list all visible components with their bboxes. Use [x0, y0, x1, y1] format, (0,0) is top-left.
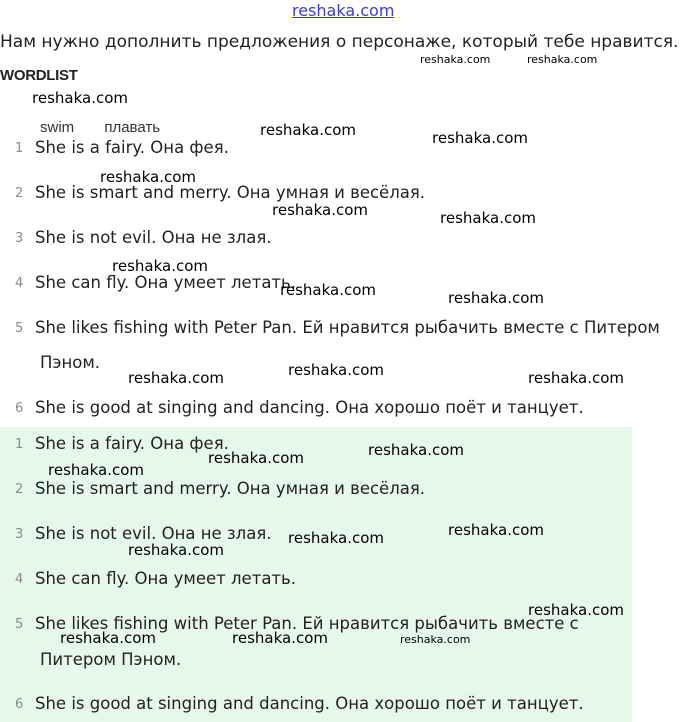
item-number: 5 [15, 617, 24, 632]
watermark: reshaka.com [288, 529, 384, 547]
watermark: reshaka.com [448, 521, 544, 539]
item-number: 4 [15, 572, 24, 587]
item-text: She likes fishing with Peter Pan. Ей нравится рыбачить вместе с Питером [35, 318, 660, 337]
watermark: reshaka.com [440, 209, 536, 227]
wordlist-word: swim [40, 119, 75, 136]
watermark: reshaka.com [288, 361, 384, 379]
watermark: reshaka.com [128, 541, 224, 559]
item-text-continuation: Пэном. [40, 353, 101, 372]
item-text: She is a fairy. Она фея. [35, 434, 229, 453]
item-text: She is smart and merry. Она умная и весёлая. [35, 183, 426, 202]
watermark: reshaka.com [368, 441, 464, 459]
watermark: reshaka.com [112, 257, 208, 275]
wordlist-heading: WORDLIST [0, 67, 78, 84]
item-text: She can fly. Она умеет летать. [35, 273, 297, 292]
watermark: reshaka.com [272, 201, 368, 219]
item-text: She is good at singing and dancing. Она хорошо поёт и танцует. [35, 398, 584, 417]
item-number: 4 [15, 276, 24, 291]
watermark: reshaka.com [420, 53, 491, 66]
item-text: She is good at singing and dancing. Она хорошо поёт и танцует. [35, 694, 584, 713]
item-text: She is not evil. Она не злая. [35, 228, 272, 247]
item-text-continuation: Питером Пэном. [40, 650, 182, 669]
watermark: reshaka.com [208, 449, 304, 467]
item-number: 6 [15, 697, 24, 712]
item-number: 3 [15, 527, 24, 542]
watermark: reshaka.com [527, 53, 598, 66]
item-number: 5 [15, 321, 24, 336]
watermark: reshaka.com [280, 281, 376, 299]
item-number: 2 [15, 482, 24, 497]
watermark: reshaka.com [32, 89, 128, 107]
watermark: reshaka.com [260, 121, 356, 139]
watermark: reshaka.com [100, 168, 196, 186]
item-number: 6 [15, 401, 24, 416]
watermark: reshaka.com [432, 129, 528, 147]
watermark: reshaka.com [448, 289, 544, 307]
item-number: 2 [15, 186, 24, 201]
site-link[interactable]: reshaka.com [292, 1, 395, 20]
watermark: reshaka.com [60, 629, 156, 647]
watermark: reshaka.com [128, 369, 224, 387]
item-text: She is a fairy. Она фея. [35, 138, 229, 157]
watermark: reshaka.com [400, 633, 471, 646]
watermark: reshaka.com [232, 629, 328, 647]
watermark: reshaka.com [528, 369, 624, 387]
item-number: 3 [15, 231, 24, 246]
wordlist-words [40, 119, 186, 136]
task-intro: Нам нужно дополнить предложения о персонаже, который тебе нравится. [0, 32, 679, 52]
watermark: reshaka.com [528, 601, 624, 619]
item-text: She can fly. Она умеет летать. [35, 569, 297, 588]
item-number: 1 [15, 141, 24, 156]
item-text: She is smart and merry. Она умная и весёлая. [35, 479, 426, 498]
watermark: reshaka.com [48, 461, 144, 479]
wordlist-word: плавать [104, 119, 161, 136]
item-text: She likes fishing with Peter Pan. Ей нравится рыбачить вместе с [35, 614, 579, 633]
item-text: She is not evil. Она не злая. [35, 524, 272, 543]
item-number: 1 [15, 437, 24, 452]
